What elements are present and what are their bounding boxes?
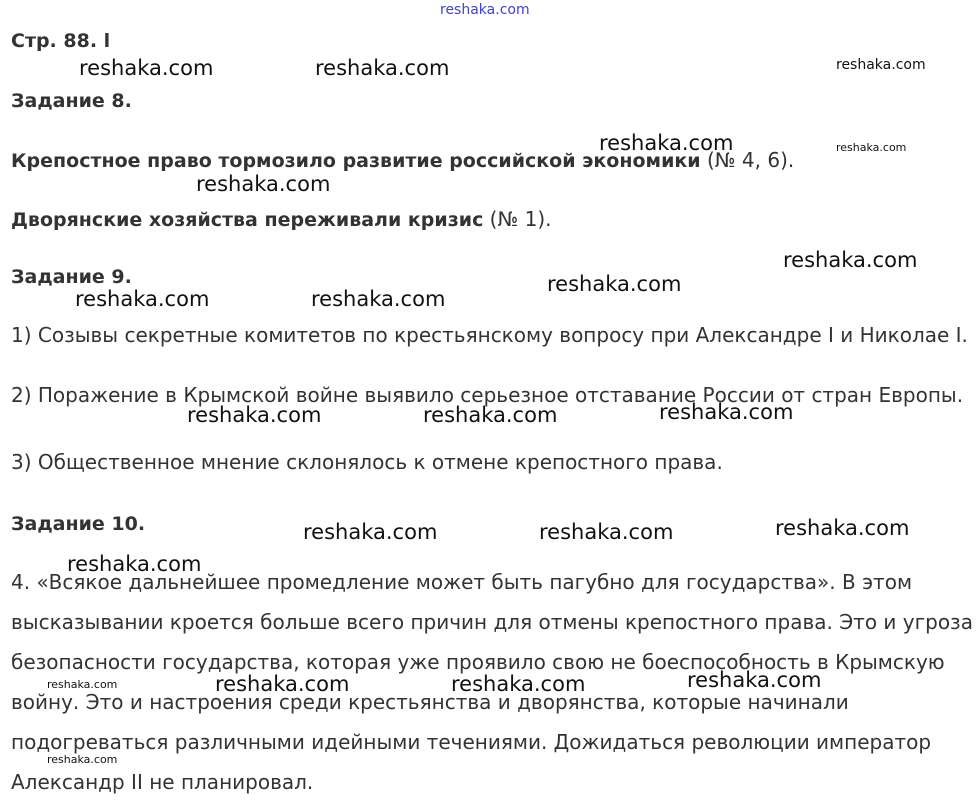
- watermark: reshaka.com: [215, 672, 350, 696]
- watermark: reshaka.com: [423, 403, 558, 427]
- task9-heading: Задание 9.: [11, 266, 132, 288]
- task8-answer-2-text: Дворянские хозяйства переживали кризис: [11, 209, 484, 231]
- task10-line-1: 4. «Всякое дальнейшее промедление может быть пагубно для государства». В этом: [11, 570, 913, 594]
- watermark: reshaka.com: [539, 520, 674, 544]
- watermark: reshaka.com: [79, 56, 214, 80]
- task8-answer-2: [11, 207, 552, 231]
- watermark: reshaka.com: [775, 516, 910, 540]
- task9-item-1: 1) Созывы секретные комитетов по крестьянскому вопросу при Александре I и Николае I.: [11, 323, 968, 347]
- page-reference: Стр. 88. l: [11, 30, 111, 52]
- watermark: reshaka.com: [303, 520, 438, 544]
- watermark: reshaka.com: [836, 57, 926, 73]
- task8-answer-2-ref: (№ 1).: [483, 207, 552, 231]
- task10-heading: Задание 10.: [11, 513, 146, 535]
- watermark: reshaka.com: [547, 272, 682, 296]
- task8-answer-1-text: Крепостное право тормозило развитие российской экономики: [11, 150, 701, 172]
- watermark: reshaka.com: [451, 672, 586, 696]
- watermark: reshaka.com: [67, 552, 202, 576]
- task9-item-2: 2) Поражение в Крымской войне выявило серьезное отставание России от стран Европы.: [11, 383, 964, 407]
- watermark: reshaka.com: [836, 141, 907, 154]
- task10-line-3: безопасности государства, которая уже проявило свою не боеспособность в Крымскую: [11, 650, 945, 674]
- task10-line-5: подогреваться различными идейными течениями. Дожидаться революции император: [11, 730, 932, 754]
- watermark: reshaka.com: [315, 56, 450, 80]
- task8-heading: Задание 8.: [11, 90, 132, 112]
- watermark: reshaka.com: [599, 131, 734, 155]
- watermark: reshaka.com: [687, 668, 822, 692]
- watermark: reshaka.com: [659, 400, 794, 424]
- watermark: reshaka.com: [47, 678, 118, 691]
- task9-item-3: 3) Общественное мнение склонялось к отмене крепостного права.: [11, 450, 723, 474]
- task10-line-2: высказывании кроется больше всего причин для отмены крепостного права. Это и угроза: [11, 610, 973, 634]
- watermark: reshaka.com: [783, 248, 918, 272]
- watermark: reshaka.com: [196, 172, 331, 196]
- task10-line-6: Александр II не планировал.: [11, 770, 314, 794]
- watermark: reshaka.com: [75, 287, 210, 311]
- task10-line-4: войну. Это и настроения среди крестьянства и дворянства, которые начинали: [11, 690, 849, 714]
- watermark: reshaka.com: [187, 403, 322, 427]
- watermark: reshaka.com: [311, 287, 446, 311]
- watermark: reshaka.com: [47, 753, 118, 766]
- task8-answer-1-ref: (№ 4, 6).: [700, 148, 795, 172]
- watermark-top: reshaka.com: [440, 2, 530, 18]
